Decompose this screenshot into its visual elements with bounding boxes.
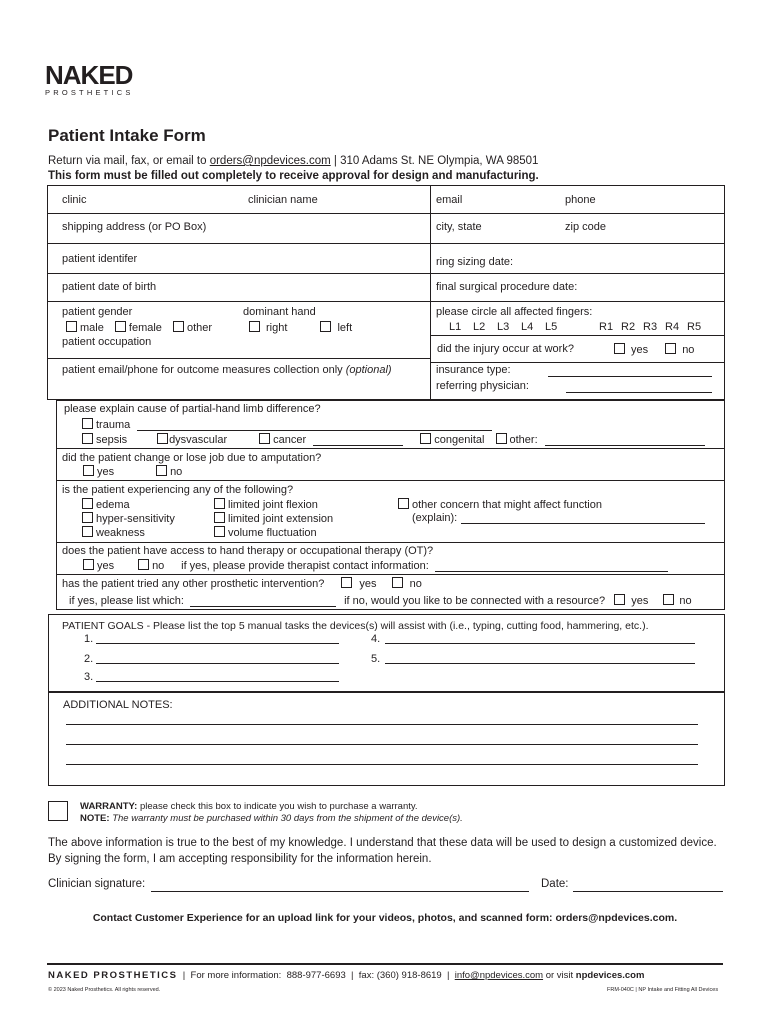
- insurance-type-line[interactable]: [548, 376, 712, 377]
- zip-code-field[interactable]: zip code: [565, 221, 606, 233]
- notes-title: ADDITIONAL NOTES:: [63, 699, 173, 711]
- circle-fingers-label: please circle all affected fingers:: [436, 306, 593, 318]
- footer-copyright: © 2023 Naked Prosthetics. All rights reserved.: [48, 987, 161, 993]
- footer-info: [48, 970, 644, 981]
- limited-flexion-label: limited joint flexion: [228, 499, 318, 511]
- ring-sizing-date-field[interactable]: ring sizing date:: [436, 256, 514, 268]
- warranty-note: [80, 813, 463, 824]
- shipping-address-field[interactable]: shipping address (or PO Box): [62, 221, 207, 233]
- male-checkbox[interactable]: [66, 321, 77, 332]
- warranty-note-label: NOTE:: [80, 813, 110, 824]
- congenital-label: congenital: [434, 434, 485, 446]
- finger-l2[interactable]: L2: [473, 321, 486, 333]
- patient-identifier-field[interactable]: patient identifer: [62, 253, 138, 265]
- condition-flexion: [214, 498, 318, 511]
- injury-options: [614, 343, 694, 356]
- final-surgical-date-field[interactable]: final surgical procedure date:: [436, 281, 578, 293]
- patient-gender-label: patient gender: [62, 306, 133, 318]
- notes-line-2[interactable]: [66, 744, 698, 745]
- connect-yes-label: yes: [631, 595, 649, 607]
- therapy-contact-line[interactable]: [435, 571, 668, 572]
- hand-options: [249, 321, 352, 334]
- footer-brand: NAKED PROSTHETICS: [48, 970, 178, 981]
- warranty-label: WARRANTY:: [80, 801, 138, 812]
- trauma-label: trauma: [96, 419, 131, 431]
- finger-r2[interactable]: R2: [621, 321, 636, 333]
- goal-2-line[interactable]: [96, 663, 339, 664]
- goal-3-number: 3.: [84, 671, 94, 683]
- prosthetic-list-label: if yes, please list which:: [69, 595, 184, 607]
- patient-occupation-field[interactable]: patient occupation: [62, 336, 152, 348]
- referring-physician-label: referring physician:: [436, 380, 529, 392]
- email-field[interactable]: email: [436, 194, 463, 206]
- clinician-name-field[interactable]: clinician name: [248, 194, 318, 206]
- warranty-line: [80, 801, 418, 812]
- page-title: Patient Intake Form: [48, 126, 206, 145]
- injury-no-label: no: [682, 344, 695, 356]
- logo-brand: NAKED: [45, 60, 133, 90]
- prosthetic-question: [62, 577, 422, 590]
- injury-yes-checkbox[interactable]: [614, 343, 625, 354]
- insurance-type-label: insurance type:: [436, 364, 511, 376]
- sepsis-checkbox[interactable]: [82, 433, 93, 444]
- job-no-label: no: [170, 466, 183, 478]
- finger-l3[interactable]: L3: [497, 321, 510, 333]
- footer-site-link[interactable]: npdevices.com: [575, 970, 645, 981]
- female-label: female: [128, 322, 162, 334]
- right-hand-checkbox[interactable]: [249, 321, 260, 332]
- logo: [45, 60, 134, 97]
- gender-options: [66, 321, 212, 334]
- date-line[interactable]: [573, 891, 723, 892]
- therapy-question: does the patient have access to hand therapy or occupational therapy (OT)?: [62, 545, 434, 557]
- other-cause-checkbox[interactable]: [496, 433, 507, 444]
- city-state-field[interactable]: city, state: [436, 221, 482, 233]
- prosthetic-list-line[interactable]: [190, 606, 336, 607]
- cancer-line[interactable]: [313, 445, 403, 446]
- connect-no-checkbox[interactable]: [663, 594, 674, 605]
- sepsis-label: sepsis: [96, 434, 128, 446]
- left-hand-checkbox[interactable]: [320, 321, 331, 332]
- referring-physician-line[interactable]: [566, 392, 712, 393]
- optional-label: (optional): [345, 364, 392, 376]
- weakness-checkbox[interactable]: [82, 526, 93, 537]
- other-gender-checkbox[interactable]: [173, 321, 184, 332]
- other-gender-label: other: [187, 322, 213, 334]
- goal-1-line[interactable]: [96, 643, 339, 644]
- hyper-sensitivity-label: hyper-sensitivity: [96, 513, 175, 525]
- goal-4-number: 4.: [371, 633, 381, 645]
- required-note: This form must be filled out completely to receive approval for design and manufacturing.: [48, 170, 539, 182]
- weakness-label: weakness: [96, 527, 145, 539]
- clinician-signature-label: Clinician signature:: [48, 878, 146, 890]
- goals-title: PATIENT GOALS - Please list the top 5 manual tasks the devices(s) will assist with (i.e., typing, cutting food, hammering, etc.).: [62, 620, 649, 632]
- left-hand-label: left: [337, 322, 353, 334]
- male-label: male: [80, 322, 104, 334]
- limited-extension-checkbox[interactable]: [214, 512, 225, 523]
- therapy-yes-checkbox[interactable]: [83, 559, 94, 570]
- goal-2-number: 2.: [84, 653, 94, 665]
- therapy-yes-label: yes: [97, 560, 115, 572]
- finger-l1[interactable]: L1: [449, 321, 462, 333]
- job-question: did the patient change or lose job due to amputation?: [62, 452, 322, 464]
- prosthetic-no-label: no: [409, 578, 422, 590]
- goal-5-line[interactable]: [385, 663, 695, 664]
- edema-label: edema: [96, 499, 130, 511]
- condition-volume: [214, 526, 317, 539]
- condition-hyper: [82, 512, 175, 525]
- goal-1-number: 1.: [84, 633, 94, 645]
- contact-line: Contact Customer Experience for an upload link for your videos, photos, and scanned form: orders@npdevices.com.: [92, 912, 678, 924]
- cancer-checkbox[interactable]: [259, 433, 270, 444]
- footer-or-visit: or visit: [543, 970, 576, 981]
- volume-fluctuation-checkbox[interactable]: [214, 526, 225, 537]
- job-yes-label: yes: [97, 466, 115, 478]
- prosthetic-connect-label: if no, would you like to be connected with a resource?: [344, 595, 606, 607]
- injury-at-work-label: did the injury occur at work?: [437, 343, 574, 355]
- fingers-right: [599, 321, 709, 333]
- condition-other: [398, 498, 602, 511]
- condition-weakness: [82, 526, 145, 539]
- prosthetic-yes-label: yes: [359, 578, 377, 590]
- trauma-checkbox[interactable]: [82, 418, 93, 429]
- trauma-line[interactable]: [137, 430, 492, 431]
- phone-field[interactable]: phone: [565, 194, 596, 206]
- notes-line-3[interactable]: [66, 764, 698, 765]
- dominant-hand-label: dominant hand: [243, 306, 316, 318]
- fingers-left: [449, 321, 569, 333]
- return-email-link[interactable]: orders@npdevices.com: [209, 155, 331, 167]
- dysvascular-label: dysvascular: [169, 434, 228, 446]
- footer-info-text: | For more information: 888-977-6693 | fax: (360) 918-8619 |: [177, 970, 455, 981]
- other-concern-checkbox[interactable]: [398, 498, 409, 509]
- job-options: [83, 465, 182, 478]
- other-concern-label: other concern that might affect function: [412, 499, 602, 511]
- therapy-no-checkbox[interactable]: [138, 559, 149, 570]
- patient-dob-field[interactable]: patient date of birth: [62, 281, 157, 293]
- right-hand-label: right: [266, 322, 288, 334]
- congenital-checkbox[interactable]: [420, 433, 431, 444]
- limited-extension-label: limited joint extension: [228, 513, 334, 525]
- finger-l4[interactable]: L4: [521, 321, 534, 333]
- other-cause-label: other:: [509, 434, 538, 446]
- job-yes-checkbox[interactable]: [83, 465, 94, 476]
- other-cause-line[interactable]: [545, 445, 705, 446]
- date-label: Date:: [541, 878, 569, 890]
- explain-line[interactable]: [461, 523, 705, 524]
- attestation: The above information is true to the best of my knowledge. I understand that these data will be used to design a customized device. By signing the form, I am accepting responsibility for the information herein.: [48, 837, 717, 865]
- therapy-options: [83, 559, 668, 572]
- warranty-checkbox[interactable]: [48, 801, 68, 821]
- finger-r5[interactable]: R5: [687, 321, 702, 333]
- warranty-note-text: The warranty must be purchased within 30 days from the shipment of the device(s).: [109, 813, 463, 824]
- injury-yes-label: yes: [631, 344, 649, 356]
- finger-r4[interactable]: R4: [665, 321, 680, 333]
- notes-line-1[interactable]: [66, 724, 698, 725]
- prosthetic-question-label: has the patient tried any other prosthetic intervention?: [62, 578, 325, 590]
- limited-flexion-checkbox[interactable]: [214, 498, 225, 509]
- cancer-label: cancer: [273, 434, 307, 446]
- finger-l5[interactable]: L5: [545, 321, 558, 333]
- warranty-text: please check this box to indicate you wish to purchase a warranty.: [137, 801, 418, 812]
- dysvascular-checkbox[interactable]: [157, 433, 168, 444]
- conditions-question: is the patient experiencing any of the following?: [62, 484, 294, 496]
- hyper-sensitivity-checkbox[interactable]: [82, 512, 93, 523]
- return-line: [48, 155, 538, 167]
- clinic-field[interactable]: clinic: [62, 194, 87, 206]
- prosthetic-yes-checkbox[interactable]: [341, 577, 352, 588]
- goal-3-line[interactable]: [96, 681, 339, 682]
- therapy-no-label: no: [152, 560, 165, 572]
- condition-edema: [82, 498, 130, 511]
- clinician-signature-line[interactable]: [151, 891, 529, 892]
- cause-options: [82, 433, 705, 446]
- logo-sub: PROSTHETICS: [45, 88, 134, 97]
- footer-form-code: FRM-040C | NP Intake and Fitting All Devices: [607, 987, 719, 993]
- patient-contact-field[interactable]: [62, 364, 392, 376]
- explain-label: (explain):: [412, 512, 458, 524]
- goal-5-number: 5.: [371, 653, 381, 665]
- cause-question: please explain cause of partial-hand limb difference?: [64, 403, 321, 415]
- patient-contact-label: patient email/phone for outcome measures collection only: [62, 364, 346, 376]
- injury-no-checkbox[interactable]: [665, 343, 676, 354]
- condition-extension: [214, 512, 333, 525]
- footer-email-link[interactable]: info@npdevices.com: [454, 970, 544, 981]
- job-no-checkbox[interactable]: [156, 465, 167, 476]
- prosthetic-followup: [69, 594, 692, 607]
- return-address: | 310 Adams St. NE Olympia, WA 98501: [330, 155, 539, 167]
- connect-no-label: no: [679, 595, 692, 607]
- return-prefix: Return via mail, fax, or email to: [48, 155, 210, 167]
- goal-4-line[interactable]: [385, 643, 695, 644]
- finger-r1[interactable]: R1: [599, 321, 614, 333]
- condition-explain: [412, 512, 705, 524]
- connect-yes-checkbox[interactable]: [614, 594, 625, 605]
- therapy-followup-label: if yes, please provide therapist contact information:: [181, 560, 429, 572]
- finger-r3[interactable]: R3: [643, 321, 658, 333]
- cause-trauma: [82, 418, 492, 431]
- edema-checkbox[interactable]: [82, 498, 93, 509]
- volume-fluctuation-label: volume fluctuation: [228, 527, 317, 539]
- prosthetic-no-checkbox[interactable]: [392, 577, 403, 588]
- female-checkbox[interactable]: [115, 321, 126, 332]
